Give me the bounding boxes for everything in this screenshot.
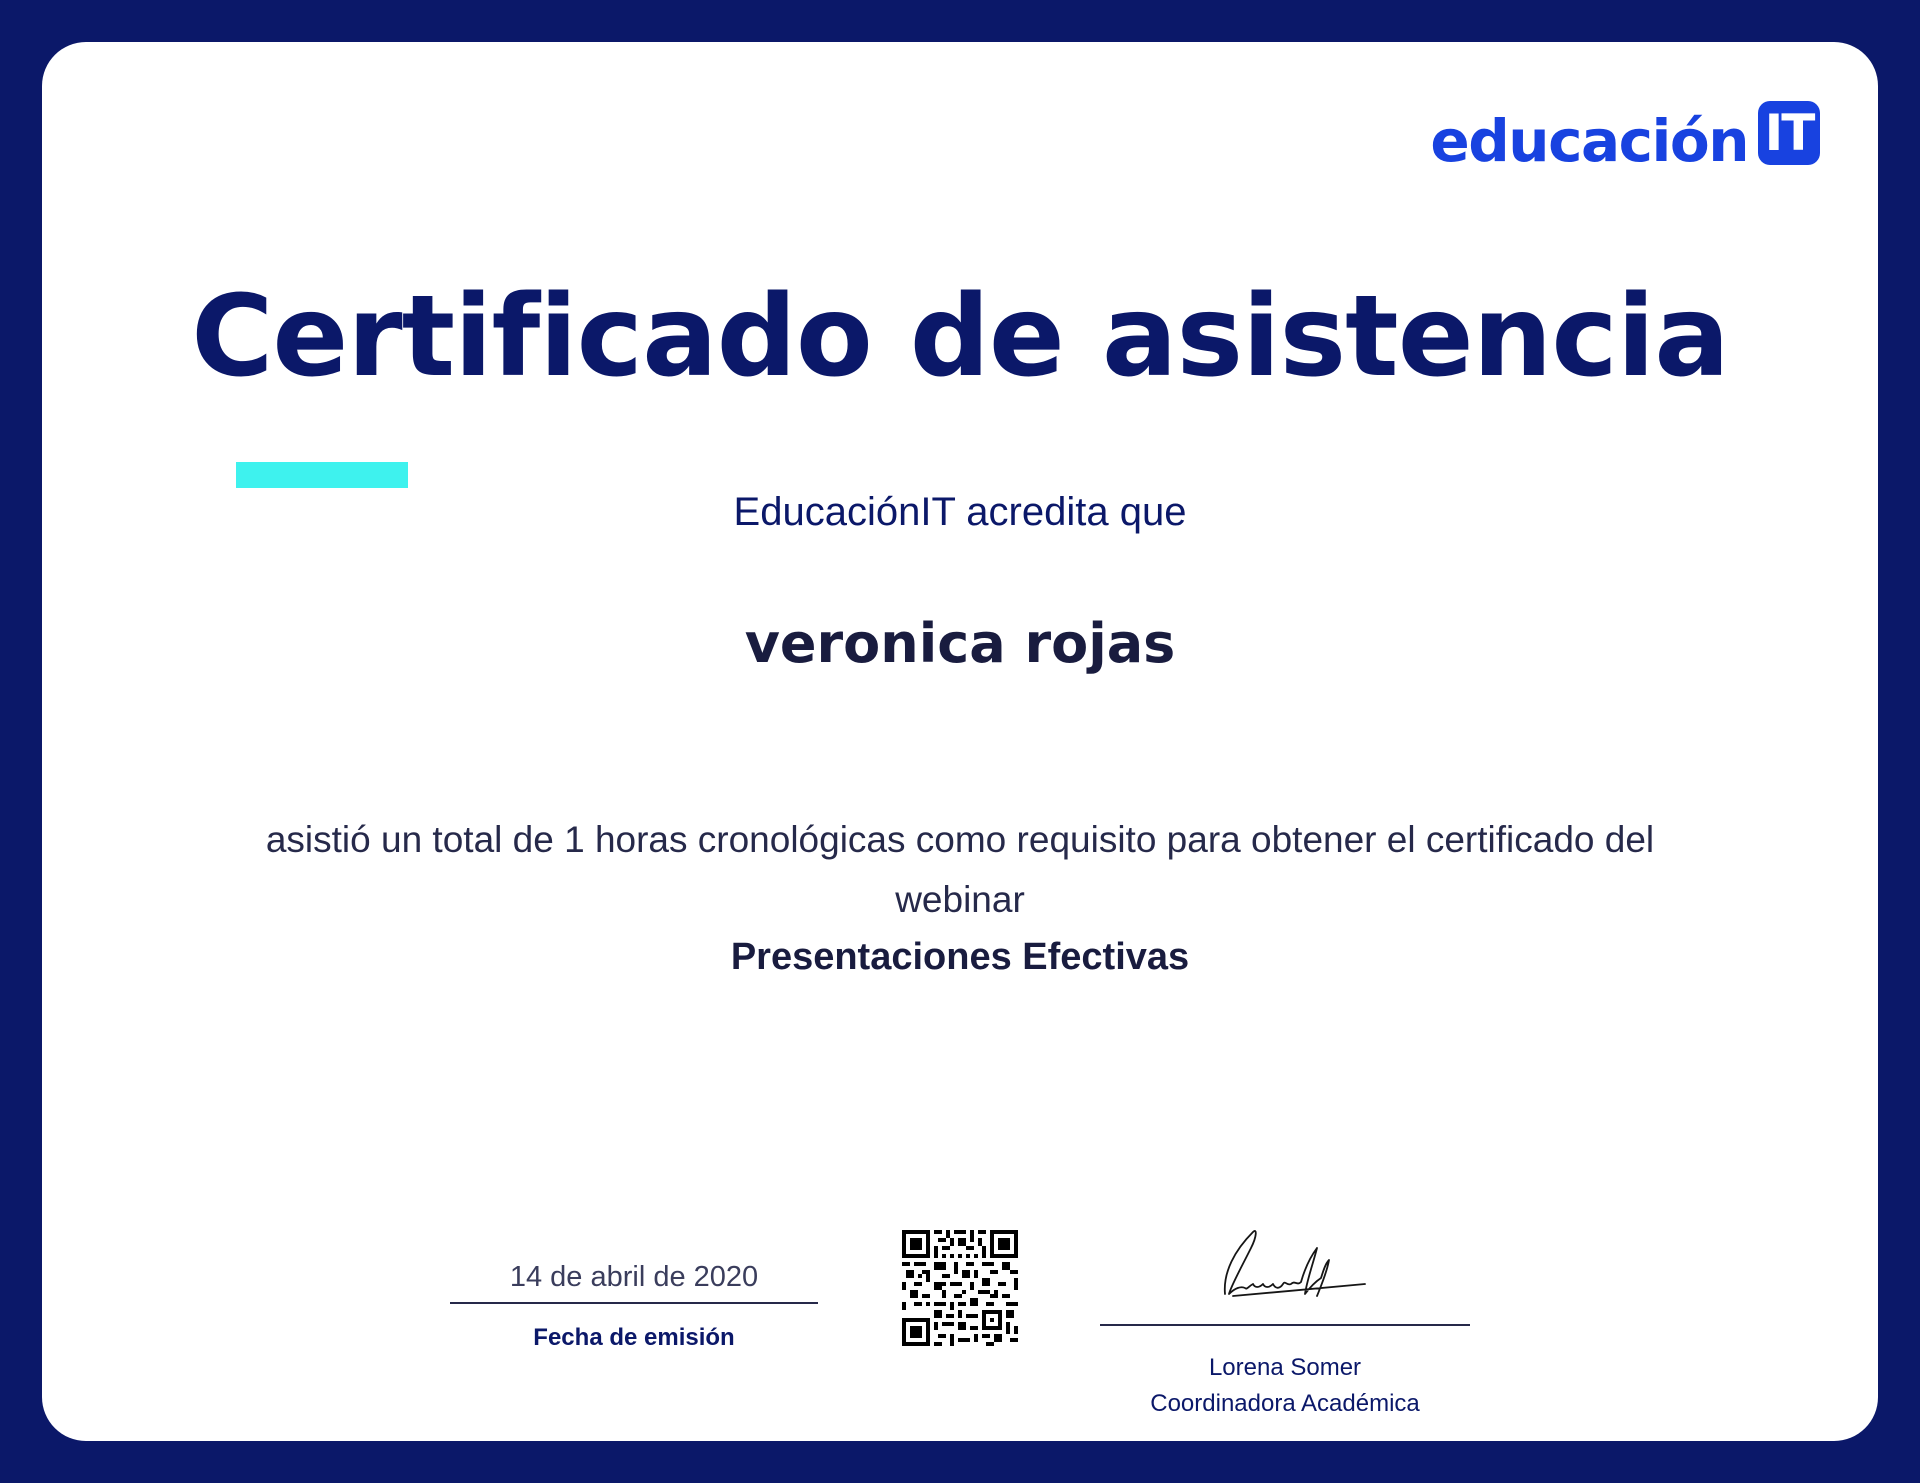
qr-code-icon [902,1230,1018,1346]
certificate-card [42,42,1878,1441]
recipient-name: veronica rojas [744,612,1176,675]
issue-date-label: Fecha de emisión [533,1324,735,1351]
certificate-title: Certificado de asistencia [191,272,1729,402]
accreditation-text: EducaciónIT acredita que [733,490,1187,534]
logo-wordmark: educación [1430,107,1748,175]
issue-date-block [450,1252,818,1352]
course-name: Presentaciones Efectivas [730,936,1190,978]
educacionit-logo [1430,104,1820,175]
accent-bar [236,462,408,488]
signer-name: Lorena Somer [1208,1354,1362,1381]
logo-badge: IT [1758,101,1820,165]
signer-role: Coordinadora Académica [1150,1390,1420,1417]
attendance-statement: asistió un total de 1 horas cronológicas como requisito para obtener el certificado del webinar [265,819,1655,920]
signature-divider [1100,1324,1470,1326]
issue-date: 14 de abril de 2020 [509,1261,759,1293]
date-divider [450,1302,818,1304]
handwritten-signature [1195,1202,1375,1312]
signature-block [1100,1202,1470,1422]
